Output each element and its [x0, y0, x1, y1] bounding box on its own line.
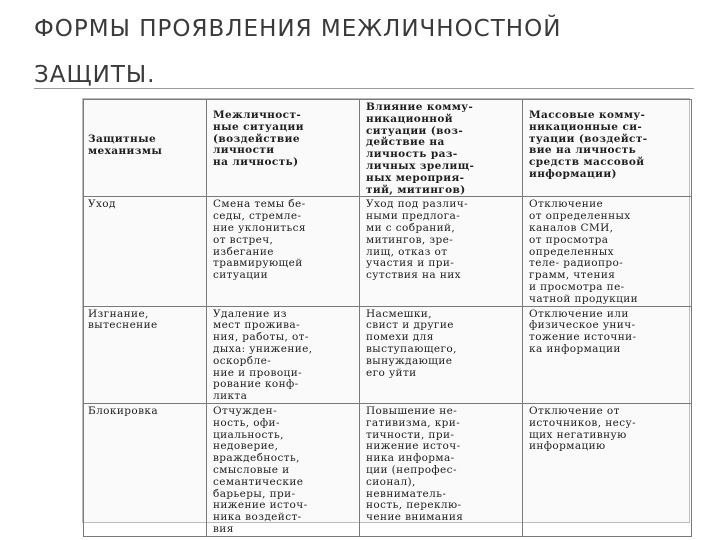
header-cell: Массовые комму- никационные си- туации (воздейст- вие на личность средств массовой информации) [523, 100, 692, 197]
table-cell: Повышение не- гативизма, кри- тичности, при- нижение источ- ника информа- ции (непрофес- сионал), невниматель- ность, переклю- чение внимания [360, 403, 523, 536]
header-cell: Влияние комму- никационной ситуации (воз- действие на личность раз- личных зрелищ- ных мероприя- тий, митингов) [360, 100, 523, 197]
header-cell: Межличност- ные ситуации (воздействие личности на личность) [207, 100, 360, 197]
defense-forms-table [82, 98, 690, 535]
table [83, 99, 692, 537]
slide-title: ФОРМЫ ПРОЯВЛЕНИЯ МЕЖЛИЧНОСТНОЙ ЗАЩИТЫ. [34, 16, 562, 88]
table-header-row [84, 100, 692, 197]
table-cell: Отключение от определенных каналов СМИ, от просмотра определенных теле- радиопро- грамм, чтения и просмотра пе- чатной продукции [523, 197, 692, 306]
title-underline [34, 88, 694, 89]
table-cell: Удаление из мест прожива- ния, работы, от- дыха: унижение, оскорбле- ние и провоци- рование конф- ликта [207, 306, 360, 403]
table-cell: Уход [84, 197, 207, 306]
table-cell: Блокировка [84, 403, 207, 536]
table-cell: Отключение от источников, несу- щих негативную информацию [523, 403, 692, 536]
table-cell: Отключение или физическое унич- тожение источни- ка информации [523, 306, 692, 403]
table-cell: Смена темы бе- седы, стремле- ние уклониться от встреч, избегание травмирующей ситуации [207, 197, 360, 306]
table-row [84, 403, 692, 536]
table-cell: Насмешки, свист и другие помехи для выступающего, вынуждающие его уйти [360, 306, 523, 403]
table-row [84, 197, 692, 306]
table-cell: Уход под различ- ными предлога- ми с собраний, митингов, зре- лищ, отказ от участия и при- сутствия на них [360, 197, 523, 306]
table-cell: Изгнание, вытеснение [84, 306, 207, 403]
table-cell: Отчужден- ность, офи- циальность, недоверие, враждебность, смысловые и семантические барьеры, при- нижение источ- ника воздейст- вия [207, 403, 360, 536]
header-cell: Защитные механизмы [84, 100, 207, 197]
table-row [84, 306, 692, 403]
